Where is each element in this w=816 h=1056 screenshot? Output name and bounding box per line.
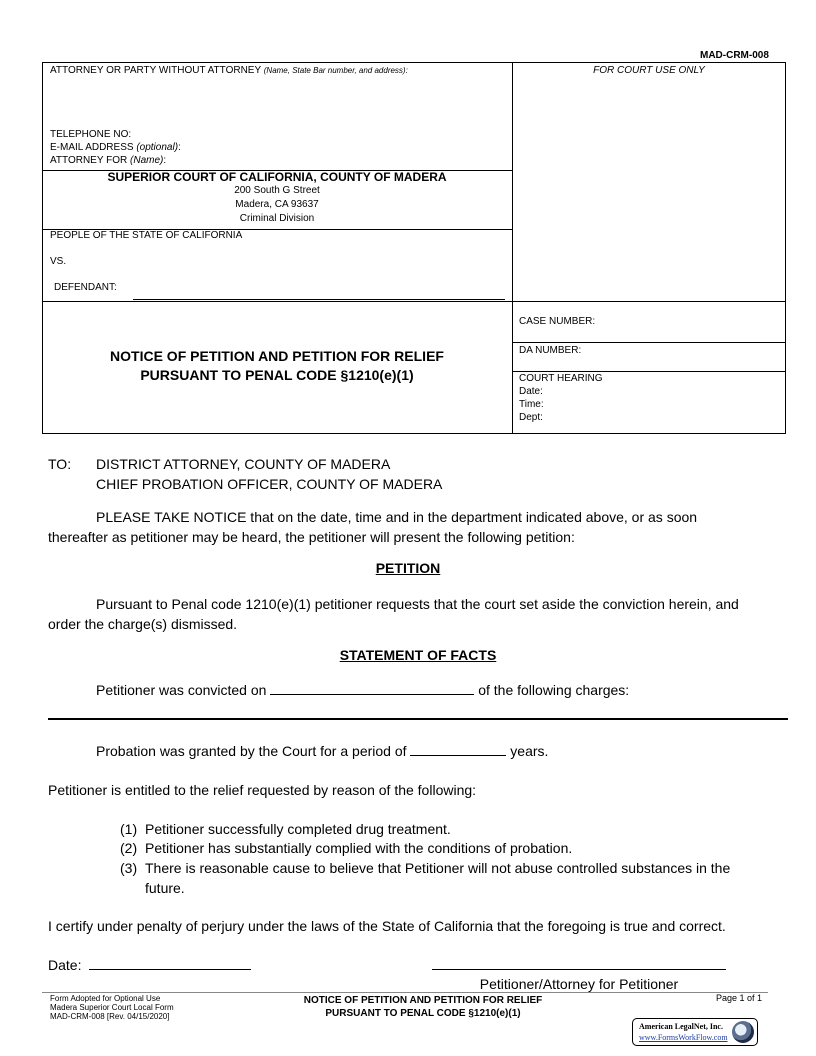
- hearing-dept-field[interactable]: Dept:: [519, 412, 543, 423]
- probation-line: [96, 741, 548, 761]
- reason-2-num: (2): [120, 840, 138, 856]
- plaintiff-label: PEOPLE OF THE STATE OF CALIFORNIA: [50, 230, 243, 241]
- page-number: Page 1 of 1: [715, 993, 762, 1003]
- globe-icon: [732, 1021, 754, 1043]
- probation-suffix: years.: [510, 743, 549, 759]
- document-title: [42, 347, 512, 385]
- notice-line-1: PLEASE TAKE NOTICE that on the date, time and in the department indicated above, or as soon: [96, 509, 698, 525]
- attorney-for-colon: :: [163, 155, 167, 166]
- convicted-line: [96, 680, 629, 700]
- footer-rule: [42, 992, 768, 993]
- da-number-field[interactable]: DA NUMBER:: [519, 345, 582, 356]
- petition-line-1: Pursuant to Penal code 1210(e)(1) petitioner requests that the court set aside the conviction herein, and: [96, 596, 739, 612]
- defendant-field[interactable]: DEFENDANT:: [54, 282, 117, 293]
- date-label: Date:: [48, 957, 82, 973]
- court-city: Madera, CA 93637: [235, 199, 319, 210]
- petition-heading: PETITION: [375, 560, 441, 576]
- attorney-for-note: (Name): [130, 155, 164, 166]
- hearing-time-field[interactable]: Time:: [519, 399, 544, 410]
- date-signature-line[interactable]: [89, 969, 251, 970]
- court-hearing-label: COURT HEARING: [519, 373, 603, 384]
- probation-prefix: Probation was granted by the Court for a period of: [96, 743, 407, 759]
- caption-divider-vertical: [512, 63, 513, 434]
- convicted-suffix: of the following charges:: [478, 682, 630, 698]
- court-division: Criminal Division: [239, 213, 315, 224]
- form-id: MAD-CRM-008: [700, 50, 769, 61]
- footer-title-line1: NOTICE OF PETITION AND PETITION FOR RELIEF: [303, 995, 543, 1006]
- footer-revision: MAD-CRM-008 [Rev. 04/15/2020]: [50, 1012, 170, 1021]
- attorney-for-field[interactable]: [50, 155, 166, 166]
- to-recipient-1: DISTRICT ATTORNEY, COUNTY OF MADERA: [96, 456, 391, 472]
- signer-label: Petitioner/Attorney for Petitioner: [479, 976, 679, 992]
- logo-company-name: American LegalNet, Inc.: [639, 1022, 723, 1031]
- attorney-label-note: (Name, State Bar number, and address):: [263, 66, 408, 75]
- reason-1-text: Petitioner successfully completed drug treatment.: [145, 821, 451, 837]
- reason-2-text: Petitioner has substantially complied with the conditions of probation.: [145, 840, 573, 856]
- vs-label: VS.: [50, 256, 67, 267]
- entitled-line: Petitioner is entitled to the relief requested by reason of the following:: [48, 782, 477, 798]
- footer-left-block: [50, 994, 174, 1021]
- court-name: SUPERIOR COURT OF CALIFORNIA, COUNTY OF MADERA: [107, 170, 447, 184]
- american-legalnet-logo[interactable]: [632, 1018, 758, 1046]
- email-label: E-MAIL ADDRESS: [50, 142, 134, 153]
- reason-3-continuation: future.: [145, 880, 185, 896]
- divider-parties-title: [43, 301, 786, 302]
- notice-line-2: thereafter as petitioner may be heard, the petitioner will present the following petition:: [48, 529, 575, 545]
- footer-title-line2: PURSUANT TO PENAL CODE §1210(e)(1): [325, 1008, 521, 1019]
- divider-case-da: [512, 342, 786, 343]
- reason-3-num: (3): [120, 860, 138, 876]
- email-colon: :: [178, 142, 181, 153]
- hearing-date-field[interactable]: Date:: [519, 386, 543, 397]
- reason-3-text: There is reasonable cause to believe that Petitioner will not abuse controlled substances in the: [145, 860, 731, 876]
- footer-adopted: Form Adopted for Optional Use: [50, 994, 161, 1003]
- attorney-label-text: ATTORNEY OR PARTY WITHOUT ATTORNEY: [50, 65, 261, 76]
- attorney-label: [50, 65, 408, 76]
- charges-line[interactable]: [48, 718, 788, 720]
- convicted-prefix: Petitioner was convicted on: [96, 682, 267, 698]
- court-street: 200 South G Street: [234, 185, 320, 196]
- footer-title-block: [256, 994, 590, 1020]
- case-number-field[interactable]: CASE NUMBER:: [519, 316, 596, 327]
- logo-url-link[interactable]: www.FormsWorkFlow.com: [639, 1033, 728, 1042]
- document-title-line1: NOTICE OF PETITION AND PETITION FOR RELIEF: [110, 348, 444, 364]
- signer-signature-line[interactable]: [432, 969, 726, 970]
- petition-line-2: order the charge(s) dismissed.: [48, 616, 238, 632]
- reason-1-num: (1): [120, 821, 138, 837]
- attorney-for-label: ATTORNEY FOR: [50, 155, 128, 166]
- footer-local-form: Madera Superior Court Local Form: [50, 1003, 174, 1012]
- court-use-label: FOR COURT USE ONLY: [593, 65, 705, 76]
- divider-da-hearing: [512, 371, 786, 372]
- email-field[interactable]: [50, 142, 181, 153]
- facts-heading: STATEMENT OF FACTS: [339, 647, 497, 663]
- email-note: (optional): [136, 142, 179, 153]
- to-label: TO:: [48, 456, 72, 472]
- probation-period-blank[interactable]: [410, 741, 506, 756]
- conviction-date-blank[interactable]: [270, 680, 474, 695]
- defendant-name-line: [133, 299, 505, 300]
- to-recipient-2: CHIEF PROBATION OFFICER, COUNTY OF MADERA: [96, 476, 443, 492]
- certify-statement: I certify under penalty of perjury under the laws of the State of California that the foregoing is true and correct.: [48, 918, 726, 934]
- telephone-field[interactable]: TELEPHONE NO:: [50, 129, 132, 140]
- document-title-line2: PURSUANT TO PENAL CODE §1210(e)(1): [140, 367, 414, 383]
